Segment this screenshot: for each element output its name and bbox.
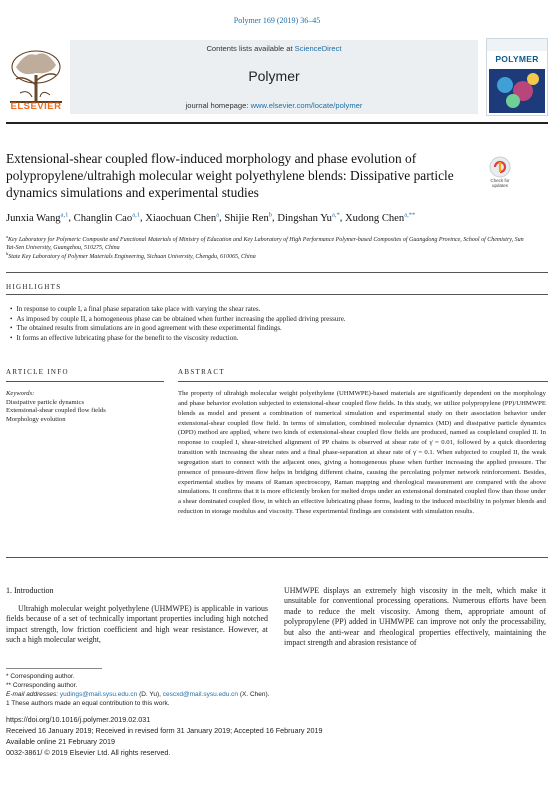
divider <box>178 381 548 382</box>
sciencedirect-link[interactable]: ScienceDirect <box>294 44 342 53</box>
journal-cover[interactable] <box>486 38 548 116</box>
affiliation-a: $^a$Key Laboratory for Polymeric Composite and Functional Materials of Ministry of Education and Key Laboratory of High Performance Polymer-based Composites of Guangdong Province, School of Chemistry, Sun Yat-Sen University, Guangzhou, 510275, China <box>6 234 524 251</box>
keyword[interactable]: Dissipative particle dynamics <box>6 398 85 406</box>
email-link-chen[interactable]: cescxd@mail.sysu.edu.cn <box>162 691 239 698</box>
copyright: 0032-3861/ © 2019 Elsevier Ltd. All rights reserved. <box>6 748 171 757</box>
article-info-heading: ARTICLE INFO <box>6 368 69 376</box>
abstract-heading: ABSTRACT <box>178 368 225 376</box>
footnote-divider <box>6 668 102 669</box>
homepage-prefix: journal homepage: <box>185 101 251 110</box>
keywords <box>6 390 156 424</box>
keywords-label: Keywords: <box>6 390 35 397</box>
introduction-left-column: Ultrahigh molecular weight polyethylene (UHMWPE) is applicable in various fields because of a set of technically important properties including high notched impact strength, low friction coefficient and high wear resistance. However, at such a high molecular weight, <box>6 604 268 645</box>
footnote-emails: E-mail addresses: yudings@mail.sysu.edu.cn (D. Yu), cescxd@mail.sysu.edu.cn (X. Chen). <box>6 691 270 698</box>
author[interactable]: Changlin Cao$^{a,1}$ <box>73 211 140 224</box>
article-title: Extensional-shear coupled flow-induced morphology and phase evolution of polypropylene/ultrahigh molecular weight polyethylene blends: Dissipative particle dynamics simulations and experimental studies <box>6 151 454 200</box>
list-item: • It forms an effective lubricating phase for the benefit to the viscosity reduction. <box>10 334 540 344</box>
author-list: Junxia Wang$^{a,1}$, Changlin Cao$^{a,1}$, Xiaochuan Chen$^a$, Shijie Ren$^b$, Dingshan $Yu^{a,*}$, Xudong Chen$^{a,**}$ <box>6 211 416 224</box>
header-rule <box>6 122 548 124</box>
divider <box>6 272 548 273</box>
author[interactable]: Shijie Ren$^b$ <box>224 211 273 224</box>
author[interactable]: Dingshan $Yu^{a,*}$ <box>277 211 340 224</box>
check-for-updates-label[interactable] <box>480 178 520 188</box>
keyword[interactable]: Morphology evolution <box>6 415 66 423</box>
received-dates: Received 16 January 2019; Received in revised form 31 January 2019; Accepted 16 February 2019 <box>6 726 323 735</box>
author[interactable]: Junxia Wang$^{a,1}$ <box>6 211 69 224</box>
contents-line <box>70 44 478 53</box>
email-link-yu[interactable]: yudings@mail.sysu.edu.cn <box>59 691 138 698</box>
journal-name: Polymer <box>248 68 300 84</box>
doi-link[interactable]: https://doi.org/10.1016/j.polymer.2019.02.031 <box>6 715 151 724</box>
keyword[interactable]: Extensional-shear coupled flow fields <box>6 407 106 415</box>
footnote-corresponding-1: * Corresponding author. <box>6 673 75 680</box>
journal-homepage <box>70 101 478 110</box>
introduction-heading: 1. Introduction <box>6 586 54 595</box>
online-date: Available online 21 February 2019 <box>6 737 115 746</box>
cover-art-icon <box>487 39 547 115</box>
list-item: • The obtained results from simulations are in good agreement with these experimental findings. <box>10 324 540 334</box>
contents-prefix: Contents lists available at <box>206 44 295 53</box>
list-item: • In response to couple I, a final phase separation take place with varying the shear rates. <box>10 305 540 315</box>
abstract-text: The property of ultrahigh molecular weight polyethylene (UHMWPE)-based materials are significantly dependent on the morphology and phase behavior evolution subjected to extensional-shear coupled flow fields. In this study, we utilize polypropylene (PP)/UHMWPE blends as model and present a combination of numerical simulation and experimental study on their association behavior under extensional-shear coupled flow field. In terms of simulation, combined molecular dynamics (MD) and dissipative particle dynamics (DPD) method are applied, where two kinds of extensional-shear coupled flow fields are produced, named as coupleIand coupled II. In response to coupled I, shear-stretched alignment of PP chains is observed at shear rate of γ̇ = 0.01, followed by a quick disordering transition with increasing the shear rates and a final phase-separation at shear rate of γ̇ = 0.1. When subjected to coupled II, the weak segregation start to connect with the adjacent ones, giving a homogeneous phase when further increasing the applied pressure. The presence of pressure-driven flow helps in bridging different chains, causing the percolating polymer network reinforcement. Besides, experimental studies by means of Raman spectroscopy, Raman mapping and rheological measurement are compared with the above simulations. It confirms that it is more efficiently broken for melted drops under an extensional dominated coupled flow than those under a shear dominated coupled flow, in which an effective lubricating phase forms, leading to the induced miscibility in polymer blends and reduction in storage modulus and viscosity. These experimental findings are consistent with simulation results. <box>178 390 546 516</box>
check-line-1: Check for <box>490 178 510 183</box>
highlights-heading: HIGHLIGHTS <box>6 283 62 291</box>
affiliation-b: $^b$State Key Laboratory of Polymer Materials Engineering, Sichuan University, Chengdu, 610065, China <box>6 251 256 260</box>
journal-reference[interactable]: Polymer 169 (2019) 36–45 <box>233 16 321 25</box>
footnote-equal-contribution: 1 These authors made an equal contribution to this work. <box>6 700 170 707</box>
author[interactable]: Xiaochuan Chen$^a$ <box>145 211 220 224</box>
divider <box>6 557 548 558</box>
email-label: E-mail addresses: <box>6 691 59 698</box>
publisher-logo-text: ELSEVIER <box>10 101 62 112</box>
divider <box>6 294 548 295</box>
check-line-2: updates <box>491 183 508 188</box>
cover-title: POLYMER <box>495 54 539 64</box>
introduction-right-column: UHMWPE displays an extremely high viscosity in the melt, which make it unsuitable for conventional processing operations. Numerous efforts have been made to reduce the melt viscosity. Among them, appropriate amount of polypropylene (PP) added in UHMWPE can improve not only the processability, but also the anti-wear and rheological properties effectively, maintaining the impact strength and abrasion resistance of <box>284 586 546 648</box>
list-item: • As imposed by couple II, a homogeneous phase can be obtained when further increasing the applied driving pressure. <box>10 315 540 325</box>
footnote-corresponding-2: ** Corresponding author. <box>6 682 78 689</box>
homepage-link[interactable]: www.elsevier.com/locate/polymer <box>250 101 363 110</box>
highlights-list <box>10 305 540 343</box>
author[interactable]: Xudong Chen$^{a,**}$ <box>345 211 416 224</box>
divider <box>6 381 164 382</box>
